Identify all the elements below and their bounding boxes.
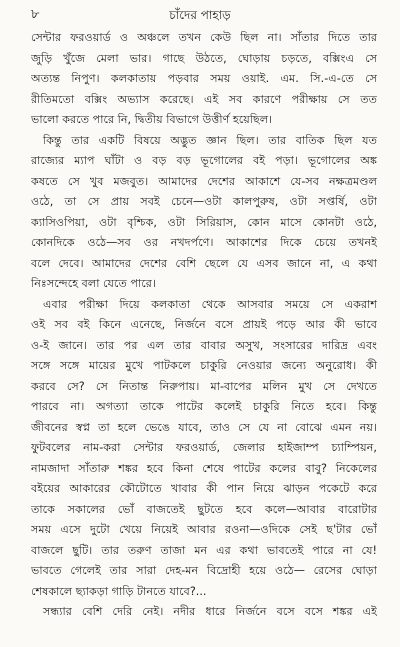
page-number: ৮ <box>31 7 40 22</box>
text-line: বইয়ের আকারের কৌটোতে খাবার কী পান নিয়ে ঝাড়ন পকেটে করে <box>31 482 377 495</box>
text-line: জুড়ি খুঁজে মেলা ভার। গাছে উঠতে, ঘোড়ায় চড়তে, বক্সিংএ সে <box>31 51 377 65</box>
text-line: তাকে সকালের ভোঁ বাজতেই ছুটতে হবে কলে—আবার বারোটার <box>31 502 377 516</box>
text-line: নিঃসন্দেহে বলা যেতে পারে। <box>31 277 156 290</box>
body-text <box>31 28 377 623</box>
text-line: এবার পরীক্ষা দিয়ে কলকাতা থেকে আসবার সময়ে সে একরাশ <box>43 297 377 311</box>
text-line: ও-ই জানে। তার পর এল তার বাবার অসুখ, সংসারের দারিদ্র এবং <box>31 338 377 352</box>
text-line: পারবে না। অগত্যা তাকে পাটের কলেই চাকুরি নিতে হবে। কিন্তু <box>31 400 377 413</box>
text-line: সন্ধ্যার বেশি দেরি নেই। নদীর ধারে নির্জনে বসে বসে শঙ্কর এই <box>43 605 377 618</box>
text-line: ফুটবলের নাম-করা সেন্টার ফরওয়ার্ড, জেলার হাইজাম্প চ্যাম্পিয়ন, <box>31 441 377 454</box>
text-line: শেষকালে ছ্যাকড়া গাড়ি টানতে যাবে?... <box>31 584 207 598</box>
text-line: নামজাদা সাঁতারু শঙ্কর হবে কিনা শেষে পাটের কলের বাবু? নিকেলের <box>31 461 377 475</box>
text-line: ভাবতে গেলেই তার সারা দেহ-মন বিদ্রোহী হয়ে ওঠে— রেসের ঘোড়া <box>31 564 377 577</box>
text-line: জীবনের স্বপ্ন তা হলে ভেঙে যাবে, তাও সে যে না বোঝে এমন নয়। <box>31 420 377 434</box>
text-line: বলে দেবে। আমাদের দেশের বেশি ছেলে যে এসব জানে না, এ কথা <box>31 256 377 270</box>
text-line: রীতিমতো বক্সিং অভ্যাস করেছে। এই সব কারণে পরীক্ষায় সে তত <box>31 92 377 106</box>
text-line: করবে সে? সে নিতান্ত নিরুপায়। মা-বাপের মলিন মুখ সে দেখতে <box>31 379 377 393</box>
text-line: সময় এসে দুটো খেয়ে নিয়েই আবার রওনা—ওদিকে সেই ছ'টার ভোঁ <box>31 523 377 536</box>
text-line: অত্যন্ত নিপুণ। কলকাতায় পড়বার সময় ওয়াই. এম. সি.-এ-তে সে <box>31 72 377 85</box>
text-line: ক্যাসিওপিয়া, ওটা বৃশ্চিক, ওটা সিরিয়াস, কোন মাসে কোনটা ওঠে, <box>31 215 377 229</box>
text-line: কিন্তু তার একটি বিষয়ে অদ্ভুত জ্ঞান ছিল। তার বাতিক ছিল যত <box>43 133 377 147</box>
text-line: রাজ্যের ম্যাপ ঘাঁটা ও বড় বড় ভূগোলের বই পড়া। ভূগোলের অঙ্ক <box>31 154 377 167</box>
text-line: কোনদিকে ওঠে—সব ওর নখদর্পণে। আকাশের দিকে চেয়ে তখনই <box>31 236 377 249</box>
text-line: কষতে সে খুব মজবুত। আমাদের দেশের আকাশে যে-সব নক্ষত্রমণ্ডল <box>31 174 377 188</box>
text-line: ভালো করতে পারে নি, দ্বিতীয় বিভাগে উত্তীর্ণ হয়েছিল। <box>31 113 273 126</box>
text-line: ওঠে, তা সে প্রায় সবই চেনে—ওটা কালপুরুষ, ওটা সপ্তর্ষি, ওটা <box>31 195 377 208</box>
text-line: সেন্টার ফরওয়ার্ড ও অঞ্চলে তখন কেউ ছিল না। সাঁতার দিতে তার <box>31 31 377 44</box>
running-title: চাঁদের পাহাড় <box>169 8 231 22</box>
text-line: সঙ্গে সঙ্গে মায়ের মুখে পাটকলে চাকুরি নেওয়ার জন্যে অনুরোধ। কী <box>31 359 377 372</box>
text-line: ওই সব বই কিনে এনেছে, নির্জনে বসে প্রায়ই পড়ে আর কী ভাবে <box>31 318 377 331</box>
page-header <box>0 0 400 28</box>
text-line: বাজলে ছুটি। তার তরুণ তাজা মন এর কথা ভাবতেই পারে না যে! <box>31 543 377 557</box>
